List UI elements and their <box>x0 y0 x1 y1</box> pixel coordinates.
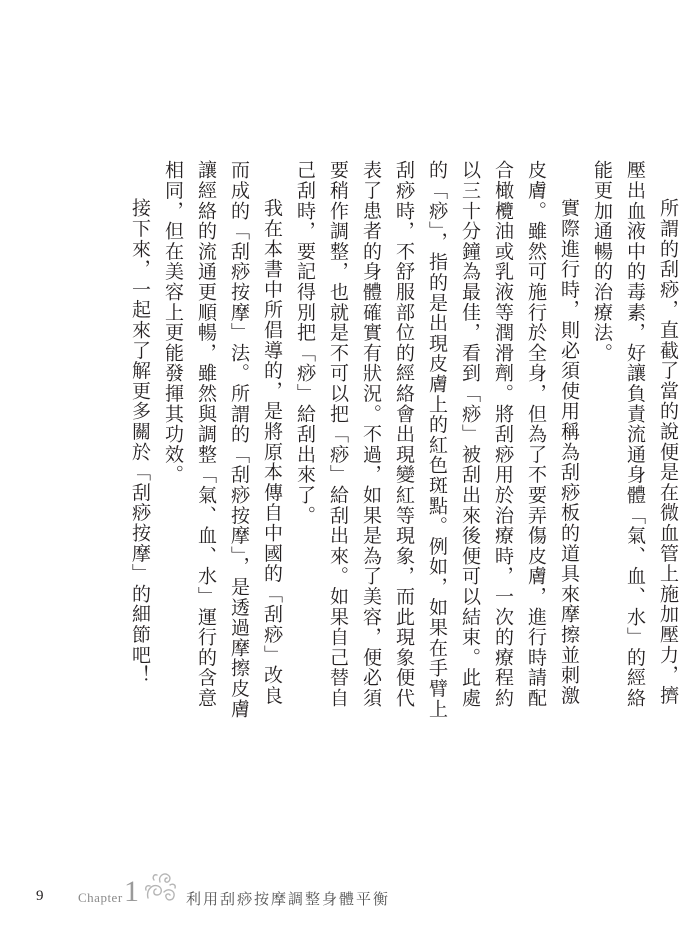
vertical-body-text <box>123 160 684 720</box>
chapter-title: 利用刮痧按摩調整身體平衡 <box>186 890 391 908</box>
paragraph-2: 實際進行時，則必須使用稱為刮痧板的道具來摩擦並刺激皮膚。雖然可施行於全身，但為了不要弄傷皮膚，進行時請配合橄欖油或乳液等潤滑劑。將刮痧用於治療時，一次的療程約以三十分鐘為最佳，看到「痧」被刮出來後便可以結束。此處的「痧」，指的是出現皮膚上的紅色斑點。例如，如果在手臂上刮痧時，不舒服部位的經絡會出現變紅等現象，而此現象便代表了患者的身體確實有狀況。不過，如果是為了美容，便必須要稍作調整，也就是不可以把「痧」給刮出來。如果自己替自己刮時，要記得別把「痧」給刮出來了。 <box>294 160 580 719</box>
page-number: 9 <box>36 888 44 904</box>
paragraph-3: 我在本書中所倡導的，是將原本傳自中國的「刮痧」改良而成的「刮痧按摩」法。所謂的「刮痧按摩」，是透過摩擦皮膚讓經絡的流通更順暢，雖然與調整「氣、血、水」運行的含意相同，但在美容上更能發揮其功效。 <box>162 160 283 719</box>
chapter-label: Chapter <box>78 890 123 905</box>
paragraph-1: 所謂的刮痧，直截了當的說便是在微血管上施加壓力，擠壓出血液中的毒素，好讓負責流通身體「氣、血、水」的經絡能更加通暢的治療法。 <box>591 160 679 709</box>
body-text-column <box>123 160 679 720</box>
floral-swirl-icon <box>140 868 180 906</box>
chapter-number: 1 <box>124 875 139 908</box>
page-footer <box>36 868 636 908</box>
paragraph-4: 接下來，一起來了解更多關於「刮痧按摩」的細節吧！ <box>129 198 151 686</box>
